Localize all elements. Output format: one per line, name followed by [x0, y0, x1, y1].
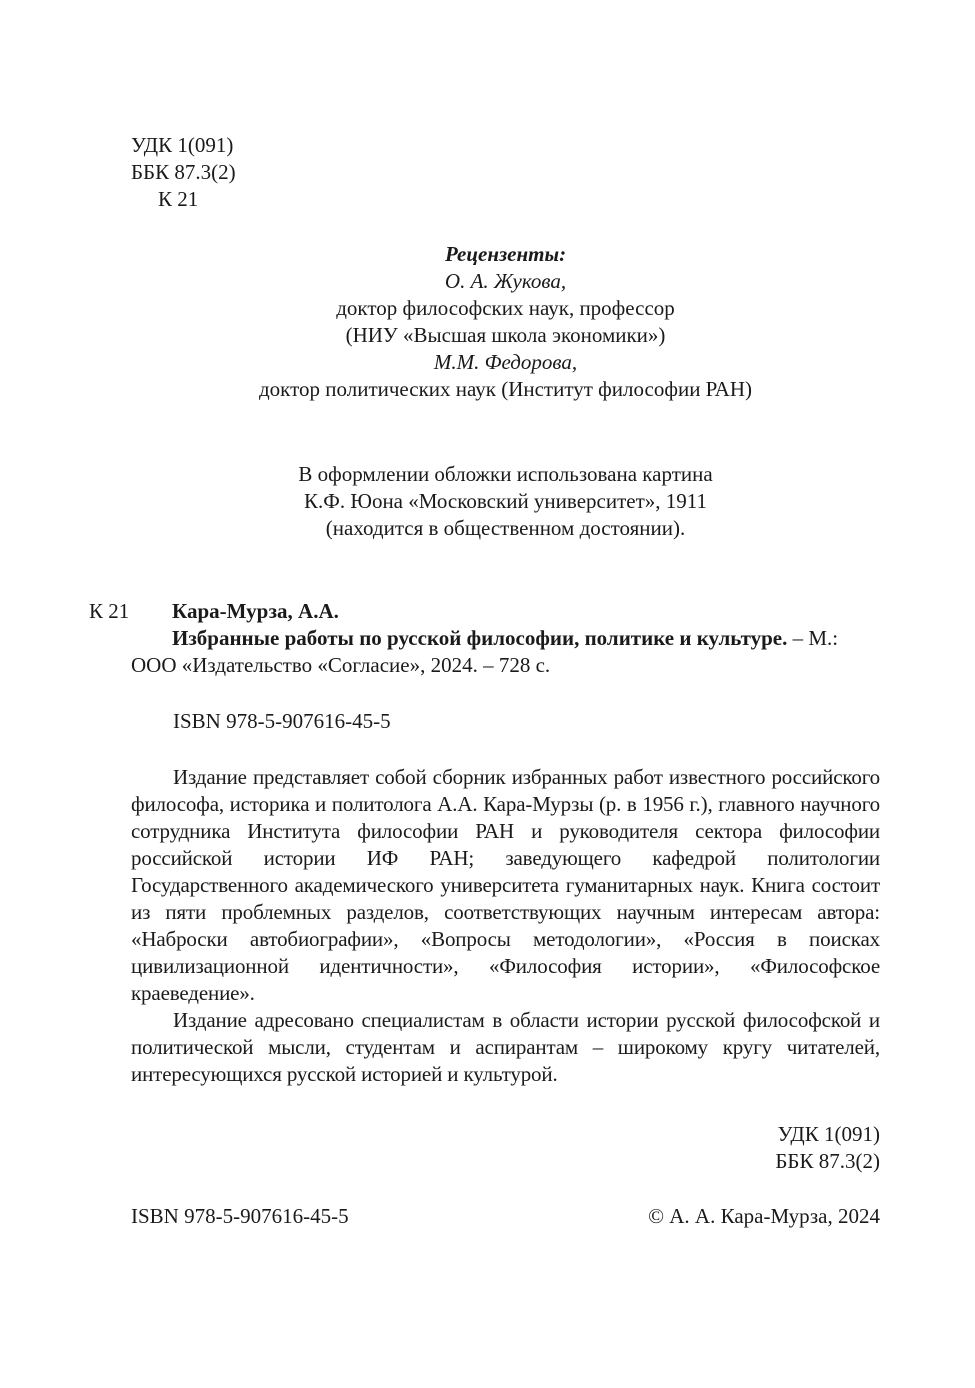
- cover-note: [131, 461, 880, 542]
- annotation-paragraph-1: Издание представляет собой сборник избранных работ известного российского философа, историка и политолога А.А. Кара-Мурзы (р. в 1956 г.), главного научного сотрудника Института философии РАН и руководителя сектора философии российской истории ИФ РАН; заведующего кафедрой политологии Государственного академического университета гуманитарных наук. Книга состоит из пяти проблемных разделов, соответствующих научным интересам автора: «Наброски автобиографии», «Вопросы методологии», «Россия в поисках цивилизационной идентичности», «Философия истории», «Философское краеведение».: [131, 765, 880, 1005]
- biblio-title-line: [89, 625, 880, 652]
- biblio-place: – М.:: [787, 626, 839, 650]
- classification-bottom: [775, 1121, 880, 1175]
- isbn-record: ISBN 978-5-907616-45-5: [173, 709, 391, 733]
- reviewers-heading: Рецензенты:: [444, 242, 567, 266]
- footer-isbn: ISBN 978-5-907616-45-5: [131, 1204, 349, 1228]
- reviewer-2-title: доктор политических наук (Институт философии РАН): [259, 377, 752, 401]
- biblio-code: К 21: [89, 599, 130, 623]
- annotation-paragraph-2: Издание адресовано специалистам в области истории русской философской и политической мысли, студентам и аспирантам – широкому кругу читателей, интересующихся русской историей и культурой.: [131, 1008, 880, 1086]
- classification-top: [131, 132, 236, 213]
- udk-code-bottom: УДК 1(091): [777, 1122, 880, 1146]
- bibliographic-record: [89, 598, 880, 679]
- author-mark: К 21: [158, 187, 199, 211]
- copyright: © А. А. Кара-Мурза, 2024: [648, 1204, 880, 1228]
- reviewer-1-title: доктор философских наук, профессор: [336, 296, 675, 320]
- reviewers-block: [131, 241, 880, 403]
- footer: [131, 1203, 880, 1230]
- bbk-code: ББК 87.3(2): [131, 160, 236, 184]
- cover-note-line-2: К.Ф. Юона «Московский университет», 1911: [304, 489, 707, 513]
- biblio-title: Избранные работы по русской философии, политике и культуре.: [172, 626, 788, 650]
- cover-note-line-1: В оформлении обложки использована картина: [298, 462, 713, 486]
- udk-code: УДК 1(091): [131, 133, 234, 157]
- reviewer-1-affiliation: (НИУ «Высшая школа экономики»): [345, 323, 666, 347]
- reviewer-2-name: М.М. Федорова,: [433, 350, 578, 374]
- reviewer-1-name: О. А. Жукова,: [444, 269, 567, 293]
- bbk-code-bottom: ББК 87.3(2): [775, 1149, 880, 1173]
- cover-note-line-3: (находится в общественном достоянии).: [325, 516, 686, 540]
- biblio-author: Кара-Мурза, А.А.: [172, 599, 339, 623]
- annotation: [131, 764, 880, 1088]
- biblio-publisher: ООО «Издательство «Согласие», 2024. – 728 с.: [131, 653, 551, 677]
